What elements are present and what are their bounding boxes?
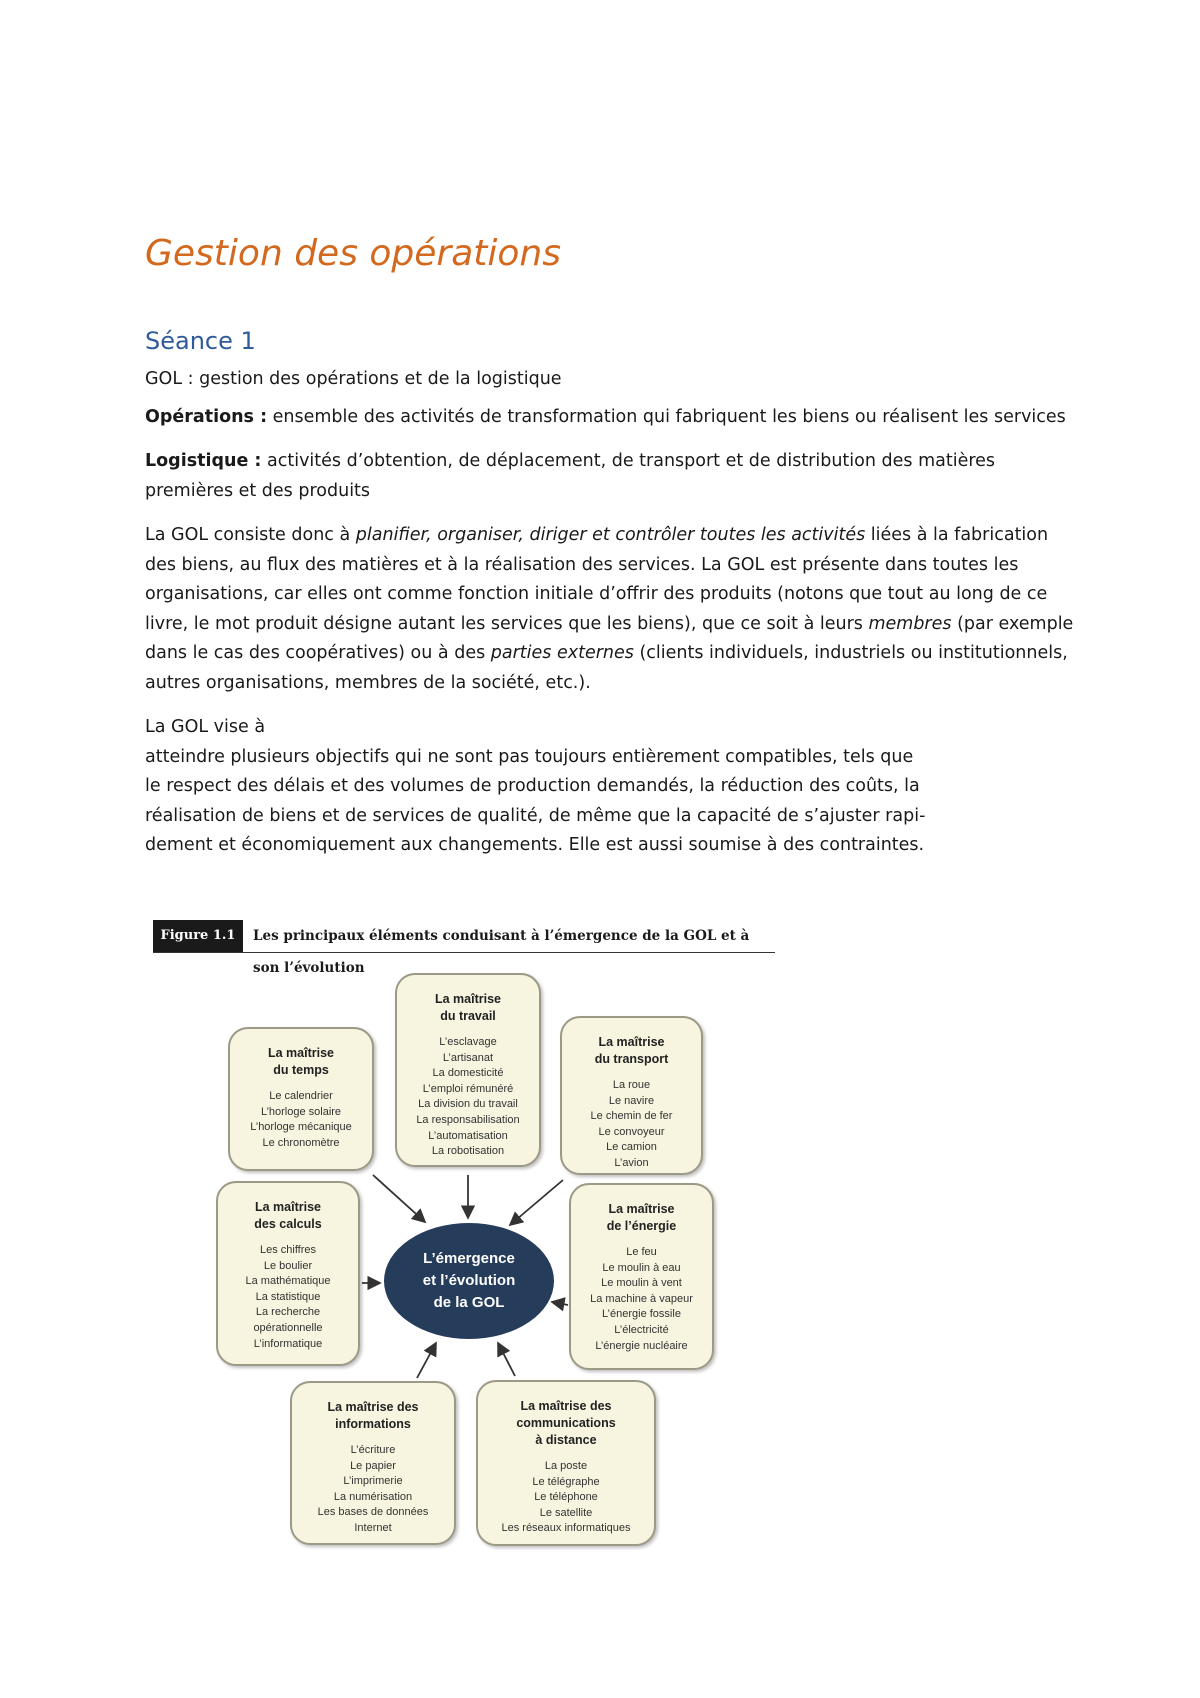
box-item: L’électricité [614, 1323, 669, 1336]
box-item: La mathématique [245, 1275, 331, 1288]
center-line: de la GOL [433, 1294, 505, 1311]
box-title [218, 1199, 358, 1233]
box-title-line: La maîtrise des [327, 1400, 419, 1414]
box-title-line: communications [516, 1416, 616, 1430]
box-title [478, 1398, 654, 1449]
box-maitrise-transport [560, 1016, 703, 1175]
box-title [230, 1045, 372, 1079]
box-item: Le boulier [263, 1259, 313, 1272]
box-title [571, 1201, 712, 1235]
box-title-line: La maîtrise [608, 1202, 675, 1216]
arrow-energie [552, 1302, 568, 1305]
box-title-line: informations [335, 1417, 411, 1431]
box-item: L’artisanat [442, 1051, 494, 1064]
box-item: Les réseaux informatiques [501, 1522, 631, 1535]
box-item: La statistique [255, 1290, 321, 1303]
gol-paragraph-part: La GOL consiste donc à [145, 525, 356, 545]
box-item-list [292, 1443, 454, 1537]
box-item: La roue [612, 1079, 651, 1091]
box-item: L’horloge mécanique [250, 1121, 352, 1134]
box-item: L’informatique [253, 1337, 323, 1350]
box-title-line: de l’énergie [606, 1219, 677, 1233]
box-title-line: du temps [273, 1063, 329, 1077]
box-item: La machine à vapeur [590, 1292, 693, 1305]
box-title-line: La maîtrise [434, 992, 501, 1006]
box-item: L’écriture [350, 1444, 396, 1456]
objectives-line: dement et économiquement aux changements. Elle est aussi soumise à des contraintes. [145, 835, 925, 855]
box-item: Les bases de données [317, 1506, 429, 1519]
box-item: Le papier [350, 1459, 396, 1472]
gol-paragraph-emphasis: membres [868, 613, 952, 634]
box-item: Le satellite [539, 1506, 593, 1519]
box-title-line: La maîtrise [598, 1035, 665, 1049]
box-title [292, 1399, 454, 1433]
box-item: La responsabilisation [416, 1113, 520, 1126]
arrow-temps [373, 1175, 425, 1222]
box-item: Internet [354, 1521, 392, 1534]
box-item: Les chiffres [259, 1244, 317, 1256]
box-maitrise-temps [228, 1027, 374, 1171]
figure-title: Les principaux éléments conduisant à l’émergence de la GOL et à son l’évolution [253, 928, 750, 976]
box-title-line: à distance [535, 1433, 597, 1447]
arrow-informations [417, 1343, 436, 1378]
box-title-line: La maîtrise [254, 1200, 321, 1214]
box-item: Le convoyeur [598, 1125, 665, 1138]
box-item: La poste [544, 1460, 588, 1472]
box-item-list [218, 1243, 358, 1352]
gol-definition: GOL : gestion des opérations et de la logistique [145, 369, 562, 389]
box-item: Le moulin à eau [602, 1261, 681, 1274]
box-item: Le camion [606, 1141, 657, 1154]
box-item: Le calendrier [269, 1090, 333, 1102]
operations-term: Opérations : [145, 406, 268, 427]
box-item-list [478, 1459, 654, 1537]
box-item-list [230, 1089, 372, 1151]
box-item: L’esclavage [439, 1036, 497, 1048]
box-item: La robotisation [431, 1145, 505, 1158]
box-title-line: du transport [594, 1052, 669, 1066]
box-item: Le téléphone [534, 1491, 598, 1504]
box-title-line: La maîtrise [267, 1046, 334, 1060]
box-title-line: du travail [440, 1009, 496, 1023]
page-title: Gestion des opérations [145, 233, 562, 274]
objectives-line: La GOL vise à [145, 717, 266, 737]
gol-paragraph-emphasis: parties externes [490, 643, 634, 663]
center-line: et l’évolution [422, 1272, 516, 1289]
box-item: L’énergie fossile [602, 1308, 681, 1321]
box-item: Le chemin de fer [590, 1110, 673, 1123]
box-item: Le télégraphe [532, 1475, 600, 1488]
box-item: La domesticité [432, 1067, 504, 1080]
box-title [397, 991, 539, 1025]
box-item: L’emploi rémunéré [422, 1082, 514, 1095]
box-item: Le chronomètre [262, 1136, 340, 1149]
box-item: Le moulin à vent [601, 1277, 682, 1290]
box-maitrise-informations [290, 1381, 456, 1545]
box-maitrise-communications [476, 1380, 656, 1546]
center-ellipse [384, 1223, 554, 1339]
arrow-communications [498, 1343, 515, 1376]
box-item: L’horloge solaire [260, 1105, 342, 1118]
operations-text: ensemble des activités de transformation qui fabriquent les biens ou réalisent les services [267, 406, 1066, 427]
gol-paragraph-part: liées à la fabrication des biens, au flux des matières et à la réalisation des services. La GOL est présente dans toutes les organisations, car elles ont comme fonction initiale d’offrir des produits (notons que tout au long de ce livre, le mot produit désigne autant les services que les biens), que ce soit à leurs [145, 525, 1049, 634]
gol-paragraph-part: (clients individuels, industriels ou institutionnels, autres organisations, membres de la société, etc.). [145, 643, 1068, 693]
box-item: L’automatisation [428, 1129, 508, 1142]
box-item-list [562, 1078, 701, 1172]
objectives-line: le respect des délais et des volumes de production demandés, la réduction des coûts, la [145, 776, 920, 796]
box-maitrise-energie [569, 1183, 714, 1370]
gol-paragraph-part: (par exemple dans le cas des coopératives) ou à des [145, 613, 1074, 663]
box-item-list [397, 1035, 539, 1160]
gol-paragraph-emphasis: planifier, organiser, diriger et contrôler toutes les activités [355, 525, 866, 545]
box-maitrise-calculs [216, 1181, 360, 1366]
objectives-line: atteindre plusieurs objectifs qui ne sont pas toujours entièrement compatibles, tels que [145, 746, 914, 767]
box-item: La numérisation [333, 1490, 413, 1503]
box-item: Le feu [626, 1246, 657, 1258]
arrow-transport [510, 1180, 563, 1225]
box-item: Le navire [608, 1094, 655, 1107]
logistics-text: activités d’obtention, de déplacement, de transport et de distribution des matières premières et des produits [145, 451, 996, 501]
box-item-list [571, 1245, 712, 1354]
box-item: L’énergie nucléaire [595, 1339, 688, 1352]
box-title-line: des calculs [254, 1217, 322, 1231]
objectives-line: réalisation de biens et de services de qualité, de même que la capacité de s’ajuster rapi- [145, 805, 926, 826]
box-title-line: La maîtrise des [520, 1399, 612, 1413]
box-item: La recherche [255, 1306, 321, 1319]
box-item: L’imprimerie [343, 1475, 403, 1488]
box-maitrise-travail [395, 973, 541, 1167]
figure-label: Figure 1.1 [153, 920, 243, 952]
box-item: La division du travail [418, 1098, 518, 1111]
box-item: opérationnelle [253, 1321, 323, 1334]
section-heading: Séance 1 [145, 327, 256, 355]
center-line: L’émergence [423, 1250, 515, 1267]
box-title [562, 1034, 701, 1068]
logistics-term: Logistique : [145, 451, 262, 471]
box-item: L’avion [614, 1156, 649, 1169]
